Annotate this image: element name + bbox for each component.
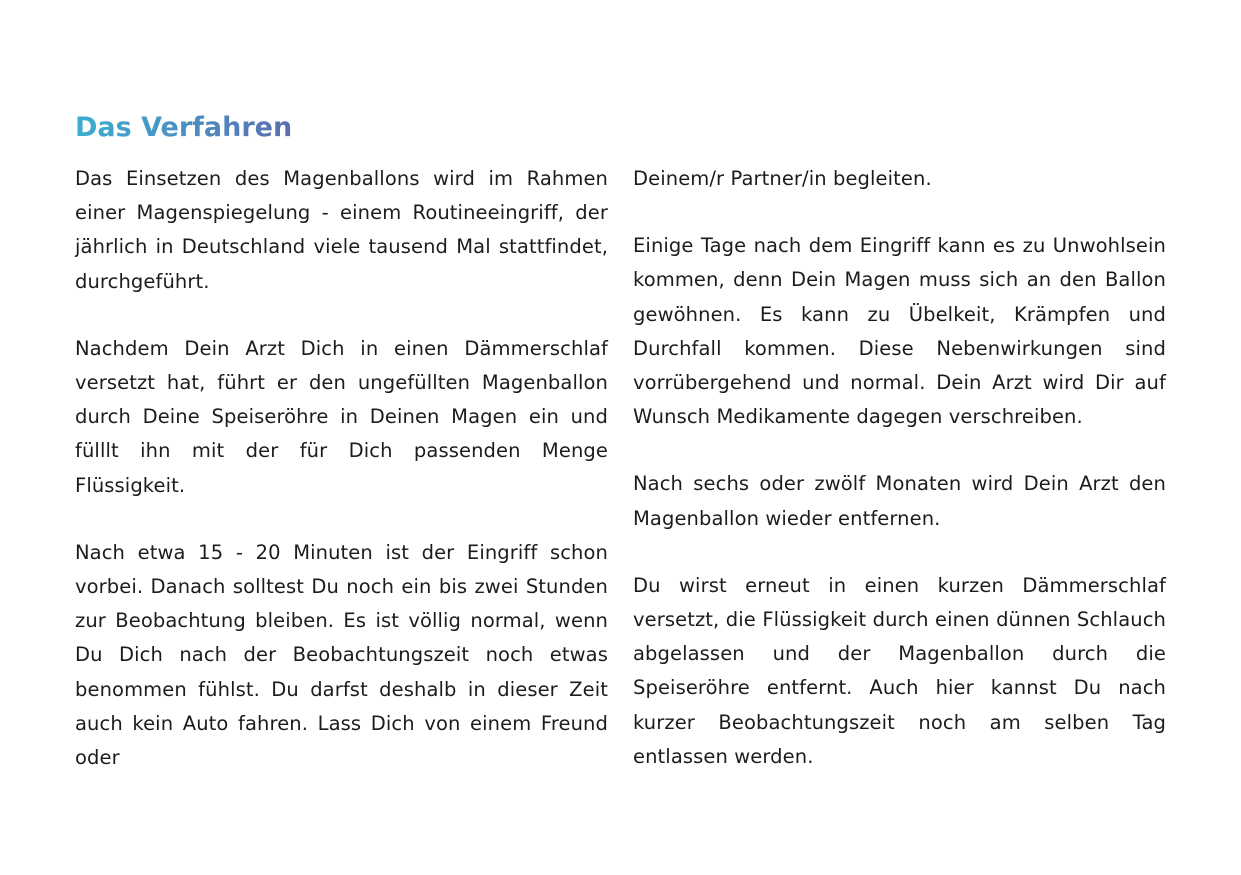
left-text-column bbox=[75, 162, 608, 808]
paragraph-observation: Nach etwa 15 - 20 Minuten ist der Eingriff schon vorbei. Danach solltest Du noch ein bis zwei Stunden zur Beobachtung bleiben. Es ist völlig normal, wenn Du Dich nach der Beobachtungszeit noch etwas benommen fühlst. Du darfst deshalb in dieser Zeit auch kein Auto fahren. Lass Dich von einem Freund oder bbox=[75, 540, 608, 770]
paragraph-procedure-intro: Das Einsetzen des Magenballons wird im Rahmen einer Magenspiegelung - einem Routineeingriff, der jährlich in Deutschland viele tausend Mal stattfindet, durchgeführt. bbox=[75, 167, 608, 293]
paragraph-partner-continuation: Deinem/r Partner/in begleiten. bbox=[633, 167, 932, 190]
paragraph-balloon-removal-timing: Nach sechs oder zwölf Monaten wird Dein Arzt den Magenballon wieder entfernen. bbox=[633, 472, 1166, 530]
paragraph-balloon-insertion: Nachdem Dein Arzt Dich in einen Dämmerschlaf versetzt hat, führt er den ungefüllten Magenballon durch Deine Speiseröhre in Deinen Magen ein und fülllt ihn mit der für Dich passenden Menge Flüssigkeit. bbox=[75, 336, 608, 497]
paragraph-removal-procedure: Du wirst erneut in einen kurzen Dämmerschlaf versetzt, die Flüssigkeit durch einen dünnen Schlauch abgelassen und der Magenballon durch die Speiseröhre entfernt. Auch hier kannst Du nach kurzer Beobachtungszeit noch am selben Tag entlassen werden. bbox=[633, 573, 1166, 768]
right-text-column bbox=[633, 162, 1166, 807]
paragraph-side-effects: Einige Tage nach dem Eingriff kann es zu Unwohlsein kommen, denn Dein Magen muss sich an den Ballon gewöhnen. Es kann zu Übelkeit, Krämpfen und Durchfall kommen. Diese Nebenwirkungen sind vorrübergehend und normal. Dein Arzt wird Dir auf Wunsch Medikamente dagegen verschreiben. bbox=[633, 234, 1166, 429]
page-heading: Das Verfahren bbox=[75, 110, 292, 146]
